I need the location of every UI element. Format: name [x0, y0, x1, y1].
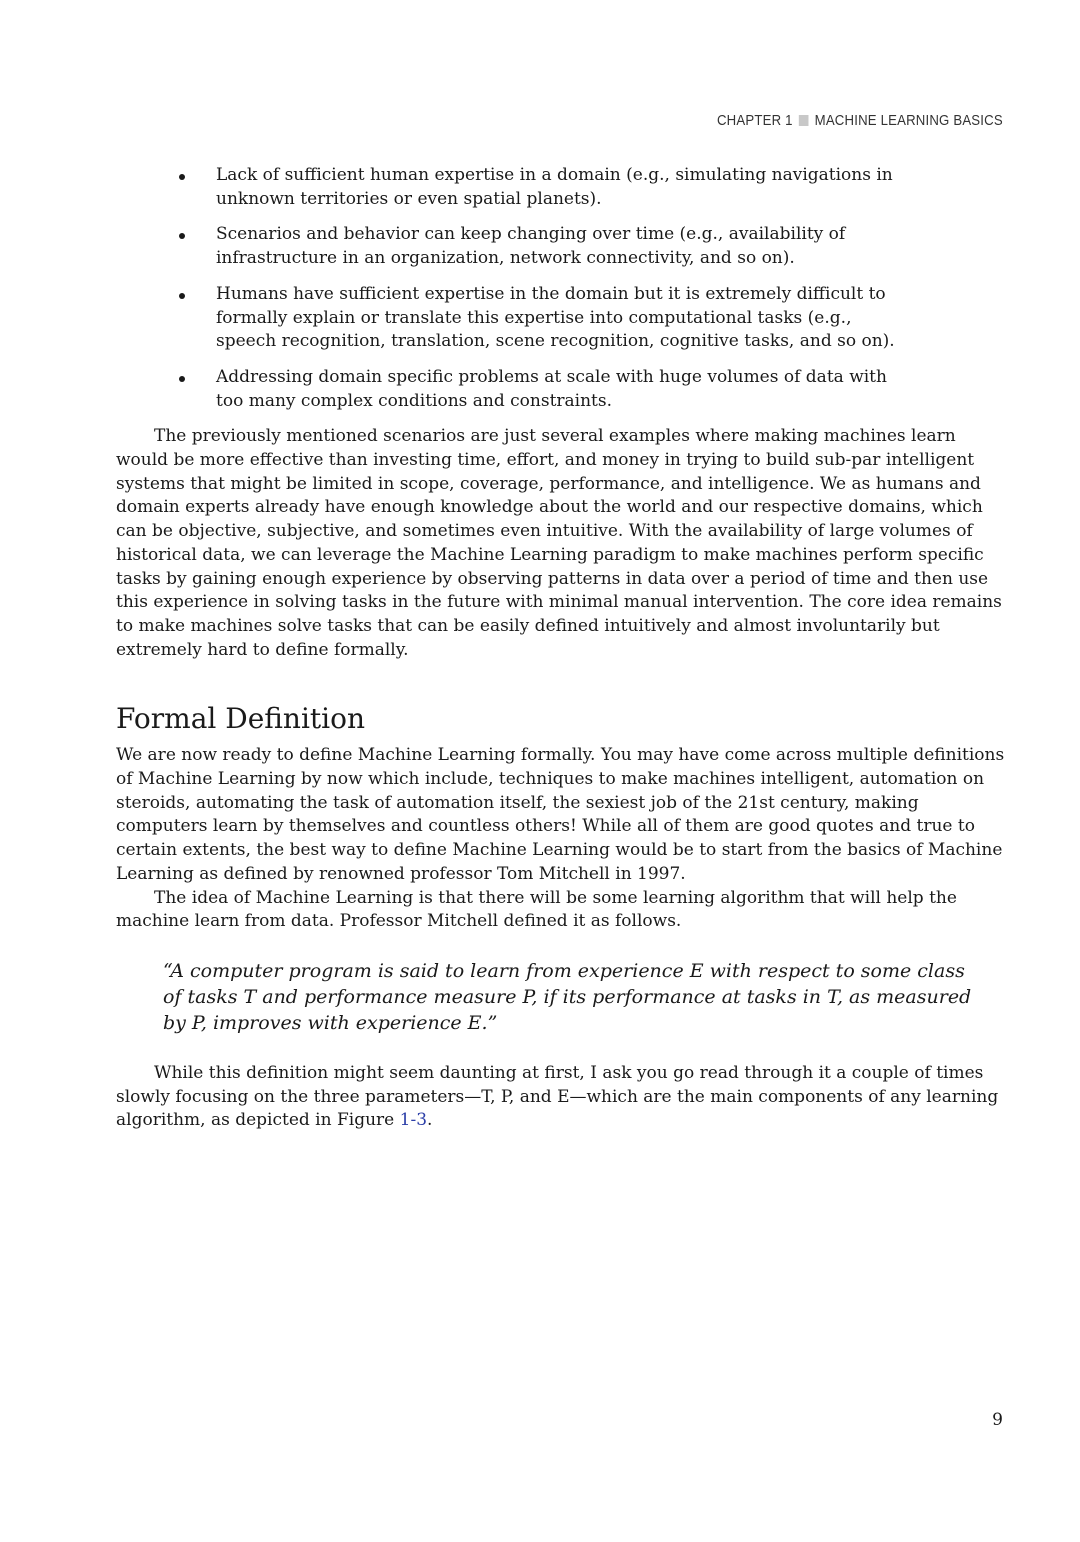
figure-reference-link[interactable]: 1-3 [399, 1110, 428, 1131]
main-content [116, 164, 1006, 1133]
bullet-icon [179, 233, 185, 239]
list-item [216, 283, 896, 354]
bullet-list [116, 164, 896, 413]
list-item [216, 223, 896, 270]
list-item [216, 366, 896, 413]
list-item-text: Addressing domain specific problems at scale with huge volumes of data with too many complex conditions and constraints. [216, 366, 887, 411]
list-item [216, 164, 896, 211]
paragraph-end: . [427, 1110, 433, 1131]
chapter-label: CHAPTER 1 [717, 112, 793, 129]
list-item-text: Scenarios and behavior can keep changing over time (e.g., availability of infrastructure in an organization, network connectivity, and so on). [216, 224, 846, 269]
list-item-text: Lack of sufficient human expertise in a domain (e.g., simulating navigations in unknown territories or even spatial planets). [216, 165, 893, 209]
body-paragraph: The previously mentioned scenarios are just several examples where making machines learn would be more effective than investing time, effort, and money in trying to build sub-par intelligent systems that might be limited in scope, coverage, performance, and intelligence. We as humans and domain experts already have enough knowledge about the world and our respective domains, which can be objective, subjective, and sometimes even intuitive. With the availability of large volumes of historical data, we can leverage the Machine Learning paradigm to make machines perform specific tasks by gaining enough experience by observing patterns in data over a period of time and then use this experience in solving tasks in the future with minimal manual intervention. The core idea remains to make machines solve tasks that can be easily defined intuitively and almost involuntarily but extremely hard to define formally. [116, 426, 1002, 660]
list-item-text: Humans have sufficient expertise in the domain but it is extremely difficult to formally explain or translate this expertise into computational tasks (e.g., speech recognition, translation, scene recognition, cognitive tasks, and so on). [216, 283, 895, 352]
body-paragraph [116, 1062, 1006, 1133]
chapter-title: MACHINE LEARNING BASICS [814, 112, 1003, 129]
page-number: 9 [992, 1410, 1003, 1430]
header-separator-square [799, 115, 809, 126]
bullet-icon [179, 376, 185, 382]
body-paragraph: We are now ready to define Machine Learning formally. You may have come across multiple definitions of Machine Learning by now which include, techniques to make machines intelligent, automation on steroids, automating the task of automation itself, the sexiest job of the 21st century, making computers learn by themselves and countless others! While all of them are good quotes and true to certain extents, the best way to define Machine Learning would be to start from the basics of Machine Learning as defined by renowned professor Tom Mitchell in 1997. [116, 745, 1005, 884]
bullet-icon [179, 174, 185, 180]
paragraph-text: While this definition might seem daunting at first, I ask you go read through it a couple of times slowly focusing on the three parameters—T, P, and E—which are the main components of any learning algorithm, as depicted in Figure [116, 1062, 999, 1131]
bullet-icon [179, 293, 185, 299]
definition-quote: “A computer program is said to learn from experience E with respect to some class of tasks T and performance measure P, if its performance at tasks in T, as measured by P, improves with experience E.” [163, 959, 972, 1034]
running-header [717, 112, 1003, 129]
section-heading: Formal Definition [116, 702, 366, 736]
body-paragraph: The idea of Machine Learning is that there will be some learning algorithm that will help the machine learn from data. Professor Mitchell defined it as follows. [116, 887, 957, 932]
